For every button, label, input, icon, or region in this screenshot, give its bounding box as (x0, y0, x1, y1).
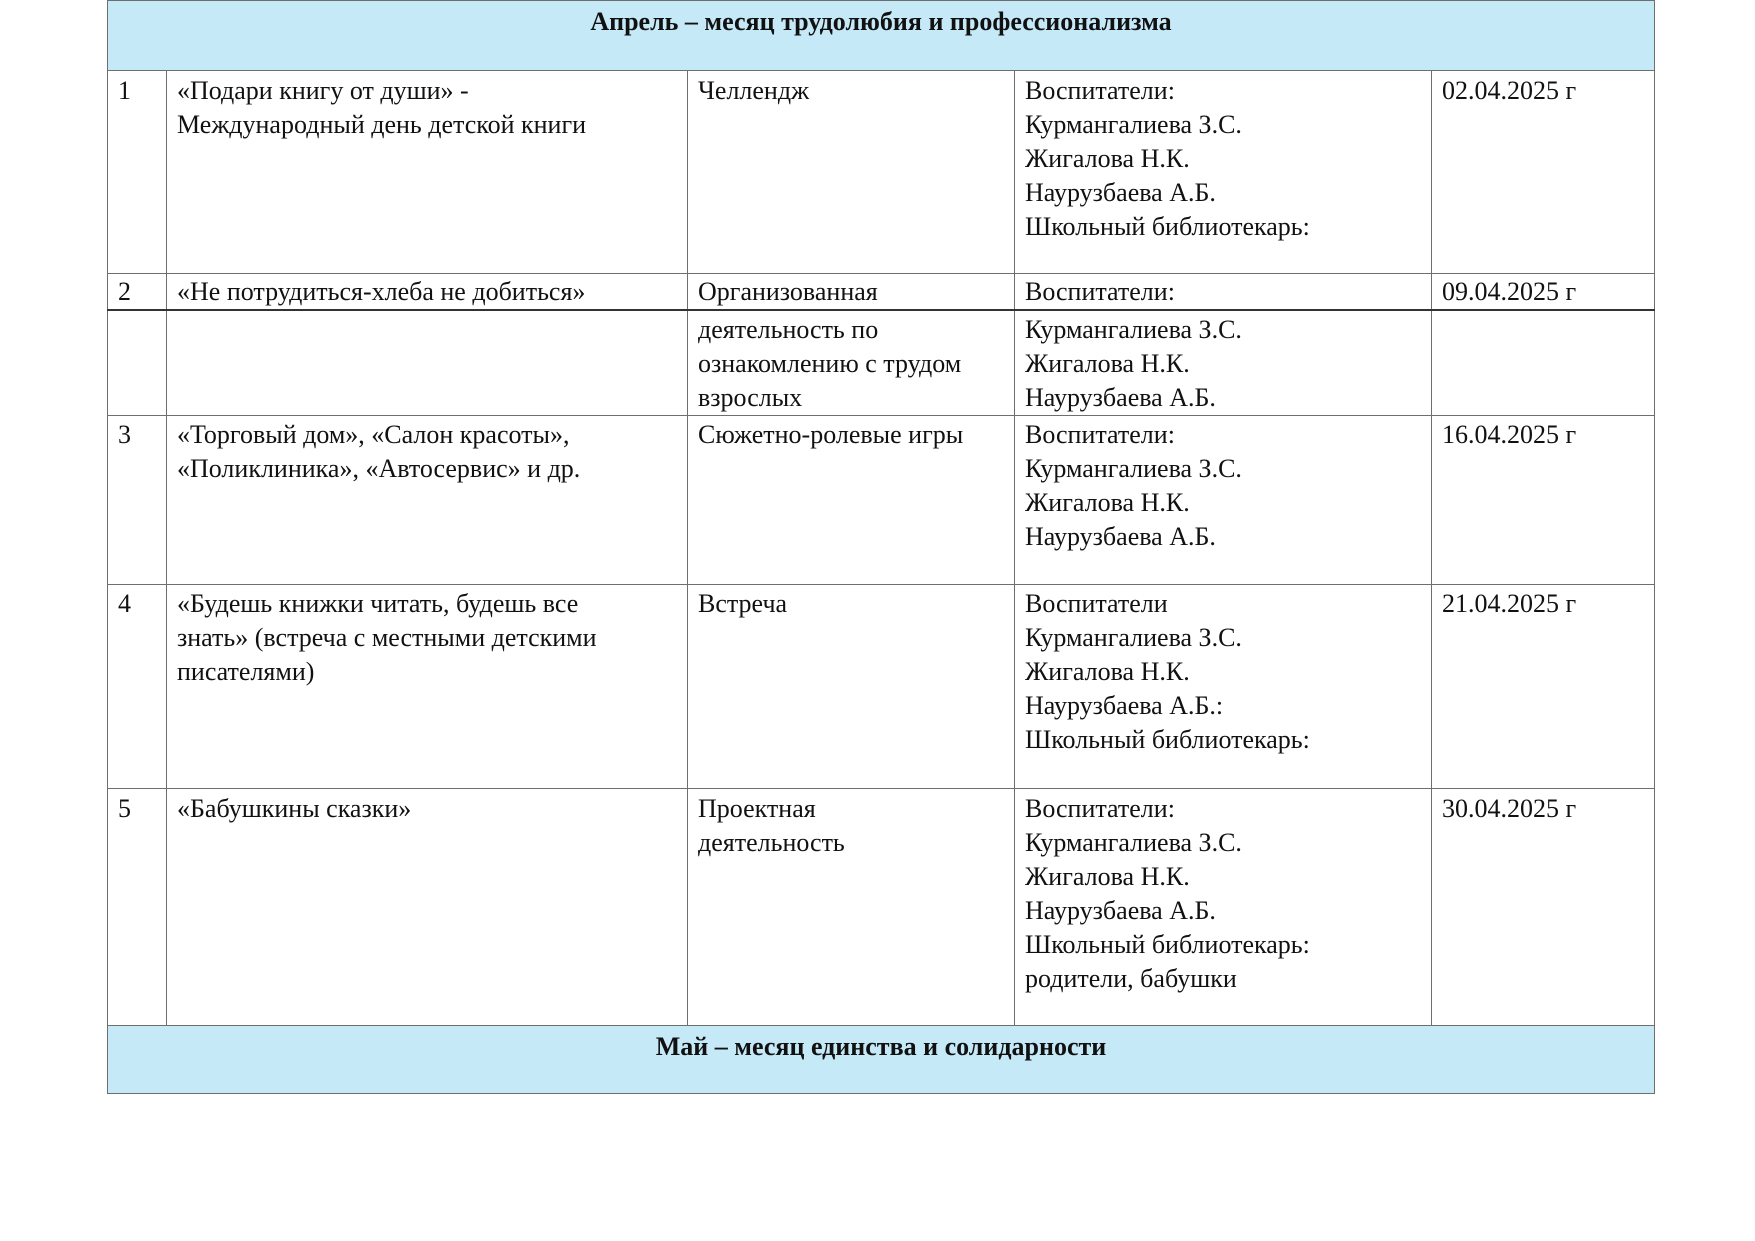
responsible-line: Жигалова Н.К. (1025, 349, 1190, 378)
event-form-line: Организованная (698, 277, 878, 306)
responsible-line: Наурузбаева А.Б. (1025, 896, 1216, 925)
events-plan-table (107, 0, 1655, 1094)
event-title-line: «Подари книгу от души» - (177, 76, 469, 105)
event-form-line: деятельность по (698, 315, 879, 344)
responsible-line: Воспитатели: (1025, 277, 1175, 306)
event-title-line: «Торговый дом», «Салон красоты», (177, 420, 570, 449)
row-number: 5 (108, 789, 167, 1026)
event-form-line: деятельность (698, 828, 845, 857)
responsible-line: Курмангалиева З.С. (1025, 454, 1242, 483)
responsible-line: Наурузбаева А.Б.: (1025, 691, 1224, 720)
row-number: 4 (108, 585, 167, 789)
event-date: 09.04.2025 г (1432, 274, 1655, 311)
event-title-line: Международный день детской книги (177, 110, 587, 139)
month-title-april: Апрель – месяц трудолюбия и профессионализма (108, 1, 1655, 71)
event-date: 21.04.2025 г (1432, 585, 1655, 789)
event-form-cell (688, 71, 1015, 274)
table-row (108, 585, 1655, 789)
responsible-line: Курмангалиева З.С. (1025, 828, 1242, 857)
event-title-cell (167, 274, 688, 311)
month-header-april (108, 1, 1655, 71)
responsible-cell (1015, 71, 1432, 274)
event-title-line: писателями) (177, 657, 315, 686)
row-number: 1 (108, 71, 167, 274)
event-form-cell (688, 585, 1015, 789)
month-header-may (108, 1026, 1655, 1094)
event-date: 16.04.2025 г (1432, 416, 1655, 585)
responsible-line: Курмангалиева З.С. (1025, 315, 1242, 344)
event-title-cell-empty (167, 310, 688, 416)
responsible-line: Наурузбаева А.Б. (1025, 522, 1216, 551)
responsible-line: Жигалова Н.К. (1025, 488, 1190, 517)
responsible-cell (1015, 789, 1432, 1026)
event-title-line: знать» (встреча с местными детскими (177, 623, 597, 652)
responsible-cell (1015, 585, 1432, 789)
responsible-line: Воспитатели: (1025, 420, 1175, 449)
event-title-line: «Поликлиника», «Автосервис» и др. (177, 454, 581, 483)
event-form-cell (688, 416, 1015, 585)
responsible-line: Наурузбаева А.Б. (1025, 178, 1216, 207)
event-form-cell (688, 789, 1015, 1026)
responsible-line: Курмангалиева З.С. (1025, 623, 1242, 652)
responsible-cell (1015, 274, 1432, 311)
event-title-cell (167, 585, 688, 789)
event-date: 02.04.2025 г (1432, 71, 1655, 274)
table-row-continuation (108, 310, 1655, 416)
responsible-line: Жигалова Н.К. (1025, 862, 1190, 891)
responsible-line: Воспитатели: (1025, 76, 1175, 105)
event-form-line: Проектная (698, 794, 816, 823)
responsible-cell (1015, 416, 1432, 585)
row-number-empty (108, 310, 167, 416)
responsible-line: Наурузбаева А.Б. (1025, 383, 1216, 412)
responsible-line: Воспитатели: (1025, 794, 1175, 823)
event-title-line: «Не потрудиться-хлеба не добиться» (177, 277, 586, 306)
month-title-may: Май – месяц единства и солидарности (108, 1026, 1655, 1094)
responsible-line: Школьный библиотекарь: (1025, 725, 1310, 754)
responsible-line: Жигалова Н.К. (1025, 144, 1190, 173)
row-number: 2 (108, 274, 167, 311)
event-form-line: ознакомлению с трудом (698, 349, 962, 378)
responsible-line: родители, бабушки (1025, 964, 1237, 993)
event-title-line: «Будешь книжки читать, будешь все (177, 589, 579, 618)
responsible-line: Жигалова Н.К. (1025, 657, 1190, 686)
event-title-line: «Бабушкины сказки» (177, 794, 412, 823)
table-row (108, 71, 1655, 274)
event-form-cell (688, 310, 1015, 416)
event-title-cell (167, 789, 688, 1026)
event-form-cell (688, 274, 1015, 311)
event-title-cell (167, 416, 688, 585)
responsible-line: Воспитатели (1025, 589, 1168, 618)
event-date: 30.04.2025 г (1432, 789, 1655, 1026)
row-number: 3 (108, 416, 167, 585)
event-form-line: взрослых (698, 383, 803, 412)
responsible-line: Школьный библиотекарь: (1025, 930, 1310, 959)
event-date-empty (1432, 310, 1655, 416)
table-row (108, 789, 1655, 1026)
event-form-line: Сюжетно-ролевые игры (698, 420, 964, 449)
event-form-line: Встреча (698, 589, 788, 618)
event-form-line: Челлендж (698, 76, 810, 105)
table-row (108, 274, 1655, 311)
responsible-line: Курмангалиева З.С. (1025, 110, 1242, 139)
event-title-cell (167, 71, 688, 274)
responsible-line: Школьный библиотекарь: (1025, 212, 1310, 241)
responsible-cell (1015, 310, 1432, 416)
table-row (108, 416, 1655, 585)
